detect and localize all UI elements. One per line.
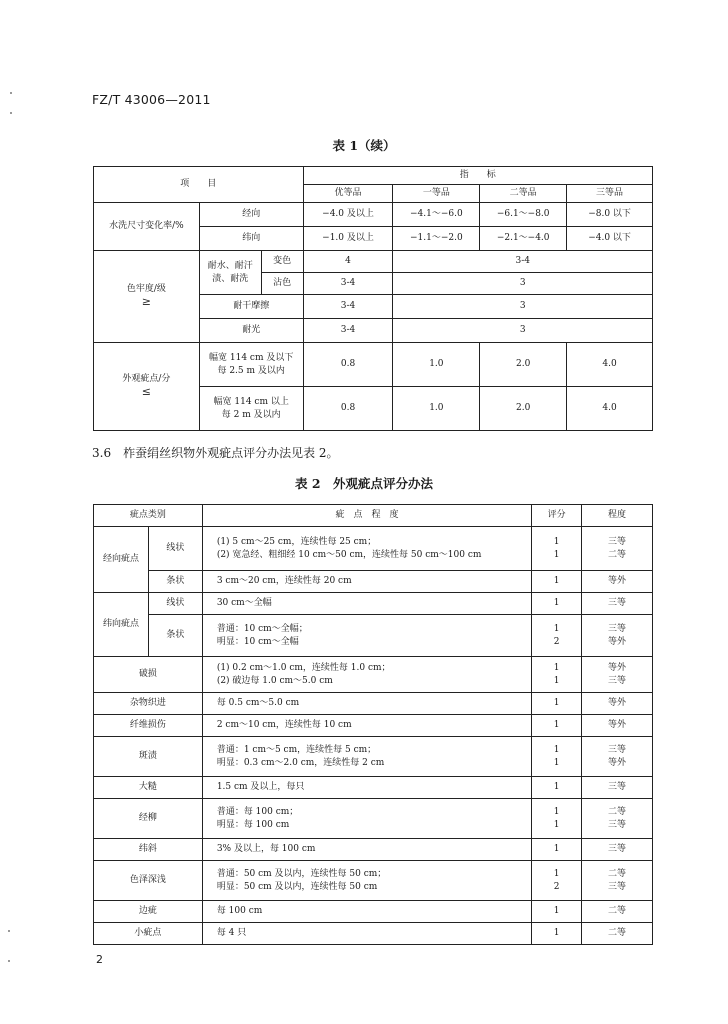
grade-cell: 二等 — [582, 901, 653, 923]
grade-cell: 等外 — [582, 693, 653, 715]
warp-streak-label: 经柳 — [94, 799, 203, 839]
cell: −4.0 及以上 — [303, 203, 393, 227]
desc-cell — [202, 657, 531, 693]
cell: 3-4 — [303, 319, 393, 343]
grade: 等外 — [608, 636, 627, 647]
score: 1 — [553, 869, 560, 880]
cell: −4.0 以下 — [567, 227, 653, 251]
grade: 三等 — [608, 624, 627, 635]
grade-cell — [582, 657, 653, 693]
cell: 2.0 — [480, 387, 567, 431]
cell: 4.0 — [567, 343, 653, 387]
wide-label-line1: 幅宽 114 cm 以上 — [213, 397, 289, 408]
score: 1 — [553, 537, 560, 548]
warp-defect-label: 经向疵点 — [94, 527, 149, 593]
grade: 三等 — [608, 537, 627, 548]
col-header: 疵 点 程 度 — [202, 505, 531, 527]
grade: 三等 — [608, 881, 627, 892]
score: 1 — [553, 745, 560, 756]
grade-cell: 等外 — [582, 571, 653, 593]
grade-cell — [582, 527, 653, 571]
score-cell: 1 — [532, 839, 582, 861]
desc-cell: 3% 及以上，每 100 cm — [202, 839, 531, 861]
cell: −8.0 以下 — [567, 203, 653, 227]
grade-header: 二等品 — [480, 185, 567, 203]
desc-line: 普通：每 100 cm； — [216, 807, 299, 818]
grade: 等外 — [608, 757, 627, 768]
grade: 二等 — [608, 869, 627, 880]
wash-label: 耐水、耐汗渍、耐洗 — [199, 251, 261, 295]
desc-line: 明显：0.3 cm～2.0 cm，连续性每 2 cm — [216, 757, 385, 768]
score: 1 — [553, 807, 560, 818]
color-label-text: 色牢度/级 — [126, 284, 166, 294]
scan-speck — [8, 930, 10, 932]
desc-cell — [202, 527, 531, 571]
score-cell: 1 — [532, 777, 582, 799]
cell: −2.1～−4.0 — [480, 227, 567, 251]
grade-cell — [582, 737, 653, 777]
col-header: 评分 — [532, 505, 582, 527]
grade-header: 优等品 — [303, 185, 393, 203]
cell: 3-4 — [393, 251, 653, 273]
col-index-header: 指 标 — [303, 167, 652, 185]
line-shape-label: 线状 — [148, 527, 202, 571]
table1 — [93, 166, 653, 431]
cell: 3-4 — [303, 295, 393, 319]
desc-line: (1) 0.2 cm～1.0 cm，连续性每 1.0 cm； — [216, 663, 391, 674]
grade: 三等 — [608, 819, 627, 830]
fade-label: 变色 — [261, 251, 303, 273]
score-cell: 1 — [532, 571, 582, 593]
score: 1 — [553, 757, 560, 768]
cell: 3-4 — [303, 273, 393, 295]
damage-label: 破损 — [94, 657, 203, 693]
desc-line: 普通：50 cm 及以内，连续性每 50 cm； — [216, 869, 387, 880]
score-cell: 1 — [532, 693, 582, 715]
narrow-label-line2: 每 2.5 m 及以内 — [217, 365, 285, 376]
defect-label — [94, 343, 200, 431]
weft-skew-label: 纬斜 — [94, 839, 203, 861]
big-slub-label: 大糙 — [94, 777, 203, 799]
desc-cell: 每 0.5 cm～5.0 cm — [202, 693, 531, 715]
grade-header: 三等品 — [567, 185, 653, 203]
cell: 0.8 — [303, 387, 393, 431]
grade: 三等 — [608, 675, 627, 686]
grade-cell: 三等 — [582, 777, 653, 799]
edge-defect-label: 边疵 — [94, 901, 203, 923]
table2 — [93, 504, 653, 945]
color-label-symbol: ≥ — [141, 295, 151, 309]
desc-cell: 30 cm～全幅 — [202, 593, 531, 615]
desc-cell — [202, 615, 531, 657]
grade: 二等 — [608, 807, 627, 818]
score: 1 — [553, 624, 560, 635]
grade-cell: 等外 — [582, 715, 653, 737]
cell: 4.0 — [567, 387, 653, 431]
desc-line: 明显：每 100 cm — [216, 819, 290, 830]
grade-cell — [582, 861, 653, 901]
desc-cell: 每 100 cm — [202, 901, 531, 923]
table2-caption: 表 2 外观疵点评分办法 — [294, 476, 434, 491]
cell: 1.0 — [393, 387, 480, 431]
grade-header: 一等品 — [393, 185, 480, 203]
grade-cell: 三等 — [582, 593, 653, 615]
cell: −6.1～−8.0 — [480, 203, 567, 227]
score: 1 — [553, 549, 560, 560]
scan-speck — [10, 112, 12, 114]
fiber-damage-label: 纤维损伤 — [94, 715, 203, 737]
light-label: 耐光 — [199, 319, 303, 343]
cell: −4.1～−6.0 — [393, 203, 480, 227]
stain-label: 沾色 — [261, 273, 303, 295]
score: 1 — [553, 663, 560, 674]
score: 2 — [553, 636, 560, 647]
narrow-label — [199, 343, 303, 387]
grade: 等外 — [608, 663, 627, 674]
score-cell — [532, 737, 582, 777]
desc-line: (1) 5 cm～25 cm，连续性每 25 cm； — [216, 537, 377, 548]
cell: 4 — [303, 251, 393, 273]
grade-cell: 三等 — [582, 839, 653, 861]
color-fastness-label — [94, 251, 200, 343]
score-cell — [532, 799, 582, 839]
small-defect-label: 小疵点 — [94, 923, 203, 945]
cell: −1.0 及以上 — [303, 227, 393, 251]
score-cell: 1 — [532, 923, 582, 945]
desc-line: 明显：10 cm～全幅 — [216, 636, 299, 647]
shrink-label: 水洗尺寸变化率/% — [94, 203, 200, 251]
dry-rub-label: 耐干摩擦 — [199, 295, 303, 319]
line-shape-label: 线状 — [148, 593, 202, 615]
foreign-matter-label: 杂物织进 — [94, 693, 203, 715]
desc-cell: 3 cm～20 cm，连续性每 20 cm — [202, 571, 531, 593]
cell: 2.0 — [480, 343, 567, 387]
desc-line: 明显：50 cm 及以内，连续性每 50 cm — [216, 881, 378, 892]
score: 1 — [553, 819, 560, 830]
grade: 三等 — [608, 745, 627, 756]
score-cell — [532, 861, 582, 901]
score-cell — [532, 615, 582, 657]
score: 2 — [553, 881, 560, 892]
cell: 1.0 — [393, 343, 480, 387]
grade-cell — [582, 615, 653, 657]
desc-cell — [202, 861, 531, 901]
table1-caption: 表 1（续） — [332, 138, 396, 153]
cell: 3 — [393, 319, 653, 343]
wide-label — [199, 387, 303, 431]
grade-cell — [582, 799, 653, 839]
defect-label-symbol: ≤ — [141, 385, 151, 399]
weft-defect-label: 纬向疵点 — [94, 593, 149, 657]
strip-shape-label: 条状 — [148, 615, 202, 657]
shade-label: 色泽深浅 — [94, 861, 203, 901]
score-cell — [532, 527, 582, 571]
cell: 0.8 — [303, 343, 393, 387]
grade-cell: 二等 — [582, 923, 653, 945]
clause-3-6: 3.6 柞蚕绢丝织物外观疵点评分办法见表 2。 — [92, 446, 339, 460]
desc-line: (2) 破边每 1.0 cm～5.0 cm — [216, 675, 333, 686]
desc-cell — [202, 737, 531, 777]
grade: 二等 — [608, 549, 627, 560]
cell: −1.1～−2.0 — [393, 227, 480, 251]
strip-shape-label: 条状 — [148, 571, 202, 593]
col-header: 程度 — [582, 505, 653, 527]
desc-line: 普通：10 cm～全幅； — [216, 624, 308, 635]
score-cell: 1 — [532, 901, 582, 923]
cell: 3 — [393, 273, 653, 295]
scan-speck — [10, 92, 12, 94]
stain-label: 斑渍 — [94, 737, 203, 777]
desc-cell — [202, 799, 531, 839]
desc-line: (2) 宽急经、粗细经 10 cm～50 cm，连续性每 50 cm～100 cm — [216, 549, 482, 560]
col-header: 疵点类别 — [94, 505, 203, 527]
standard-code: FZ/T 43006—2011 — [92, 92, 211, 107]
weft-label: 纬向 — [199, 227, 303, 251]
narrow-label-line1: 幅宽 114 cm 及以下 — [209, 353, 294, 364]
warp-label: 经向 — [199, 203, 303, 227]
desc-cell: 每 4 只 — [202, 923, 531, 945]
score: 1 — [553, 675, 560, 686]
cell: 3 — [393, 295, 653, 319]
score-cell: 1 — [532, 593, 582, 615]
page-number: 2 — [96, 953, 103, 966]
desc-cell: 1.5 cm 及以上，每只 — [202, 777, 531, 799]
desc-line: 普通：1 cm～5 cm，连续性每 5 cm； — [216, 745, 377, 756]
col-item-header: 项 目 — [94, 167, 304, 203]
score-cell: 1 — [532, 715, 582, 737]
score-cell — [532, 657, 582, 693]
wide-label-line2: 每 2 m 及以内 — [221, 409, 281, 420]
desc-cell: 2 cm～10 cm，连续性每 10 cm — [202, 715, 531, 737]
defect-label-text: 外观疵点/分 — [122, 374, 171, 384]
scan-speck — [8, 960, 10, 962]
